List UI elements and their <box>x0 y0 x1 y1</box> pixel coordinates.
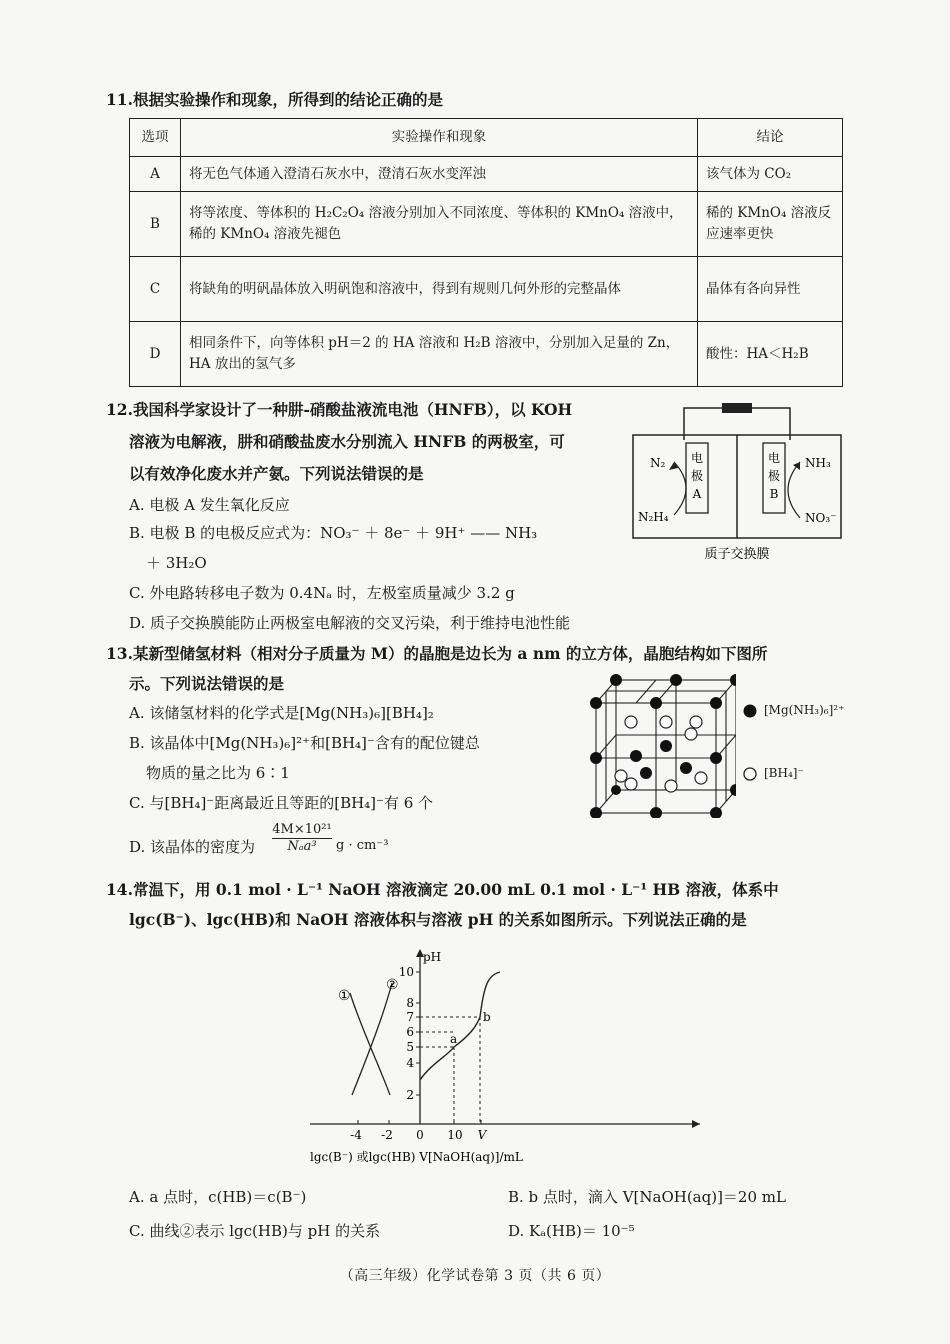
q14-option-d: D. Kₐ(HB)＝ 10⁻⁵ <box>508 1222 635 1240</box>
q13-option-b-line-2: 物质的量之比为 6∶1 <box>146 764 290 782</box>
curve-2-label: ② <box>386 977 399 993</box>
curve-2 <box>352 983 392 1095</box>
legend-filled-label: [Mg(NH₃)₆]²⁺ <box>764 703 845 717</box>
table-row <box>130 257 843 322</box>
open-circle-icon <box>742 766 758 782</box>
table-row <box>130 157 843 192</box>
n2h4-label: N₂H₄ <box>638 510 669 524</box>
y-tick-label: 8 <box>406 996 414 1010</box>
row-operation: 将无色气体通入澄清石灰水中，澄清石灰水变浑浊 <box>181 157 698 192</box>
y-tick-label: 6 <box>406 1025 414 1039</box>
page-footer: （高三年级）化学试卷第 3 页（共 6 页） <box>339 1268 611 1284</box>
row-conclusion: 晶体有各向异性 <box>698 257 843 322</box>
y-tick-label: 2 <box>406 1088 414 1102</box>
q12-stem-line-1: 12.我国科学家设计了一种肼-硝酸盐液流电池（HNFB），以 KOH <box>106 400 573 419</box>
electrode-b-label: 电 <box>767 451 781 465</box>
table-row <box>130 192 843 257</box>
q14-stem-line-1: 14.常温下，用 0.1 mol · L⁻¹ NaOH 溶液滴定 20.00 mL 0.1 mol · L⁻¹ HB 溶液，体系中 <box>106 880 779 899</box>
density-denominator: Nₐa³ <box>287 838 317 854</box>
row-conclusion: 稀的 KMnO₄ 溶液反应速率更快 <box>698 192 843 257</box>
density-numerator: 4M×10²¹ <box>272 822 332 837</box>
q13-option-b-line-1: B. 该晶体中[Mg(NH₃)₆]²⁺和[BH₄]⁻含有的配位键总 <box>129 734 480 752</box>
q14-option-b: B. b 点时，滴入 V[NaOH(aq)]＝20 mL <box>508 1188 786 1206</box>
q13-stem-line-1: 13.某新型储氢材料（相对分子质量为 M）的晶胞是边长为 a nm 的立方体，晶胞结构如下图所 <box>106 644 768 663</box>
x-tick-label: 10 <box>447 1128 463 1142</box>
point-a-label: a <box>450 1032 458 1046</box>
row-option: B <box>130 192 181 257</box>
row-operation: 将缺角的明矾晶体放入明矾饱和溶液中，得到有规则几何外形的完整晶体 <box>181 257 698 322</box>
q12-stem-line-3: 以有效净化废水并产氨。下列说法错误的是 <box>129 464 424 483</box>
q13-stem-line-2: 示。下列说法错误的是 <box>129 674 285 693</box>
y-tick-label: 4 <box>406 1056 414 1070</box>
point-b-label: b <box>483 1010 491 1024</box>
electrode-a-label: 电 <box>690 451 704 465</box>
q12-option-a: A. 电极 A 发生氧化反应 <box>129 496 290 514</box>
electrode-a-label: 极 <box>690 469 704 483</box>
row-operation: 将等浓度、等体积的 H₂C₂O₄ 溶液分别加入不同浓度、等体积的 KMnO₄ 溶液中，稀的 KMnO₄ 溶液先褪色 <box>181 192 698 257</box>
y-tick-label: 7 <box>406 1010 414 1024</box>
x-tick-label: 0 <box>416 1128 424 1142</box>
crystal-cell-diagram <box>576 668 736 818</box>
header-conclusion: 结论 <box>698 119 843 157</box>
legend-open-label: [BH₄]⁻ <box>764 766 804 780</box>
row-option: D <box>130 322 181 387</box>
resistor-icon <box>722 403 752 413</box>
no3-label: NO₃⁻ <box>805 511 837 525</box>
curve-1-label: ① <box>338 988 351 1004</box>
x-tick-label: -2 <box>381 1128 393 1142</box>
q13-option-a: A. 该储氢材料的化学式是[Mg(NH₃)₆][BH₄]₂ <box>129 704 434 722</box>
y-tick-label: 10 <box>398 965 414 979</box>
q14-stem-line-2: lgc(B⁻)、lgc(HB)和 NaOH 溶液体积与溶液 pH 的关系如图所示。下列说法正确的是 <box>129 910 747 929</box>
row-option: A <box>130 157 181 192</box>
electrode-a-label: A <box>692 487 702 501</box>
battery-diagram <box>630 400 845 565</box>
electrode-b-label: B <box>769 487 779 501</box>
q12-option-c: C. 外电路转移电子数为 0.4Nₐ 时，左极室质量减少 3.2 g <box>129 584 515 602</box>
titration-chart <box>290 945 710 1170</box>
n2-label: N₂ <box>650 456 666 470</box>
nh3-label: NH₃ <box>805 456 831 470</box>
q11-table <box>129 118 843 387</box>
q12-option-d: D. 质子交换膜能防止两极室电解液的交叉污染，利于维持电池性能 <box>129 614 571 632</box>
q12-option-b-line-1: B. 电极 B 的电极反应式为：NO₃⁻ ＋ 8e⁻ ＋ 9H⁺ —— NH₃ <box>129 524 538 542</box>
density-fraction <box>272 822 332 854</box>
membrane-caption: 质子交换膜 <box>704 547 770 562</box>
q11-title: 11.根据实验操作和现象，所得到的结论正确的是 <box>106 90 443 109</box>
table-row <box>130 322 843 387</box>
header-operation: 实验操作和现象 <box>181 119 698 157</box>
x-tick-label: V <box>477 1128 487 1142</box>
q14-option-a: A. a 点时，c(HB)＝c(B⁻) <box>129 1188 307 1206</box>
y-tick-label: 5 <box>406 1040 414 1054</box>
density-unit: g · cm⁻³ <box>336 838 389 853</box>
electrode-b-label: 极 <box>767 469 781 483</box>
q12-option-b-line-2: ＋ 3H₂O <box>146 554 207 572</box>
row-operation: 相同条件下，向等体积 pH＝2 的 HA 溶液和 H₂B 溶液中，分别加入足量的 Zn，HA 放出的氢气多 <box>181 322 698 387</box>
q13-option-c: C. 与[BH₄]⁻距离最近且等距的[BH₄]⁻有 6 个 <box>129 794 434 812</box>
x-tick-label: -4 <box>350 1128 362 1142</box>
q13-option-d-prefix: D. 该晶体的密度为 <box>129 838 256 856</box>
q12-stem-line-2: 溶液为电解液，肼和硝酸盐废水分别流入 HNFB 的两极室，可 <box>129 432 565 451</box>
y-axis-label: pH <box>423 950 442 964</box>
header-option: 选项 <box>130 119 181 157</box>
row-option: C <box>130 257 181 322</box>
row-conclusion: 该气体为 CO₂ <box>698 157 843 192</box>
titration-curve <box>420 972 500 1080</box>
x-axis-label: lgc(B⁻) 或lgc(HB) V[NaOH(aq)]/mL <box>310 1150 523 1164</box>
filled-circle-icon <box>742 703 758 719</box>
table-header-row <box>130 119 843 157</box>
q14-option-c: C. 曲线②表示 lgc(HB)与 pH 的关系 <box>129 1222 381 1240</box>
row-conclusion: 酸性：HA＜H₂B <box>698 322 843 387</box>
